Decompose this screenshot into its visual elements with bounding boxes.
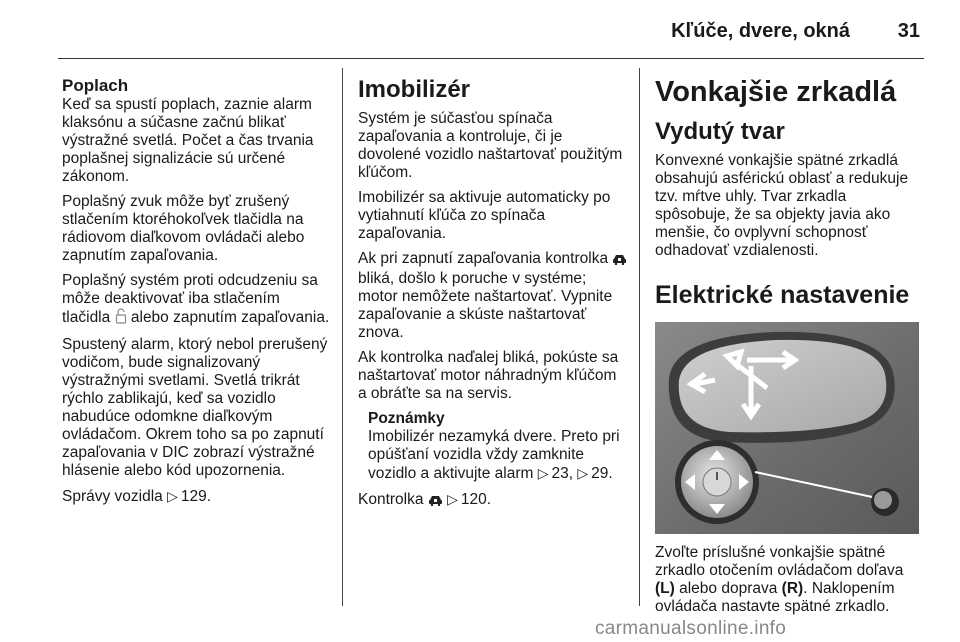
- immobiliser-heading: Imobilizér: [358, 76, 471, 103]
- alarm-paragraph-5: [62, 487, 330, 506]
- adjust-text-c: . Naklopením ovládača nastavte spätné zrkadlo.: [655, 580, 895, 615]
- watermark: carmanualsonline.info: [595, 618, 787, 639]
- immobiliser-note: [368, 410, 628, 483]
- column-divider-2: [639, 68, 640, 606]
- immobiliser-warning-icon: [612, 252, 627, 270]
- adjust-text-a: Zvoľte príslušné vonkajšie spätné zrkadlo otočením ovládačom doľava: [655, 544, 904, 579]
- page-reference-icon: ▷: [447, 491, 458, 507]
- note-text-a: Imobilizér nezamyká dvere. Preto pri opúšťaní vozidla vždy zamknite vozidlo a aktivujte alarm: [368, 428, 620, 482]
- page-number: 31: [897, 20, 920, 42]
- note-ref-1: 23,: [551, 465, 574, 482]
- electric-adjustment-heading: Elektrické nastavenie: [655, 281, 910, 309]
- warning-light-text: Kontrolka: [358, 491, 424, 508]
- immobiliser-paragraph-5: [358, 490, 628, 511]
- immobiliser-paragraph-1: Systém je súčasťou spínača zapaľovania a kontroluje, či je dovolené vozidlo naštartovať použitým kľúčom.: [358, 110, 623, 181]
- vehicle-messages-ref: 129.: [180, 488, 212, 505]
- immobiliser-paragraph-4: Ak kontrolka naďalej bliká, pokúste sa naštartovať motor náhradným kľúčom a obráťte sa na servis.: [358, 349, 619, 402]
- note-text: [368, 428, 628, 483]
- page-reference-icon: ▷: [577, 465, 589, 481]
- mirrors-heading: Vonkajšie zrkadlá: [655, 76, 897, 108]
- convex-shape-heading: Vydutý tvar: [655, 118, 785, 145]
- column-divider-1: [342, 68, 343, 606]
- alarm-heading: Poplach: [62, 76, 129, 95]
- running-header: Kľúče, dvere, okná: [671, 20, 850, 42]
- alarm-paragraph-3: [62, 272, 330, 329]
- page-reference-icon: ▷: [167, 488, 178, 504]
- immobiliser-paragraph-2: Imobilizér sa aktivuje automaticky po vytiahnutí kľúča zo spínača zapaľovania.: [358, 189, 611, 242]
- alarm-paragraph-4: Spustený alarm, ktorý nebol prerušený vodičom, bude signalizovaný výstražnými svetlami. Svetlá trikrát rýchlo zablikajú, keď sa vozidlo nabudúce odomkne diaľkovým ovládačom. Okrem toho sa po zapnutí zapaľovania v DIC zobrazí výstražné hlásenie alebo kód upozornenia.: [62, 336, 328, 479]
- mirror-control-illustration: [655, 322, 919, 534]
- electric-adjustment-paragraph: [655, 544, 925, 616]
- alarm-paragraph-3-text-a: Poplašný systém proti odcudzeniu sa môže deaktivovať iba stlačením tlačidla: [62, 272, 318, 326]
- page-reference-icon: ▷: [537, 465, 549, 481]
- left-label: (L): [655, 580, 675, 597]
- immobiliser-paragraph-3-text-b: bliká, došlo k poruche v systéme; motor nemôžete naštartovať. Vypnite zapaľovanie a skúste naštartovať znova.: [358, 270, 613, 341]
- header-rule: [58, 58, 924, 59]
- column-immobiliser: [358, 76, 628, 518]
- alarm-paragraph-3-text-b: alebo zapnutím zapaľovania.: [130, 309, 330, 326]
- immobiliser-paragraph-3: [358, 250, 628, 342]
- unlock-button-icon: [115, 308, 127, 329]
- adjust-text-b: alebo doprava: [679, 580, 778, 597]
- warning-light-ref: 120.: [460, 491, 492, 508]
- vehicle-messages-text: Správy vozidla: [62, 488, 163, 505]
- note-title: Poznámky: [368, 410, 445, 427]
- column-mirrors: [655, 76, 925, 623]
- immobiliser-paragraph-3-text-a: Ak pri zapnutí zapaľovania kontrolka: [358, 250, 609, 267]
- column-alarm: [62, 76, 330, 513]
- note-ref-2: 29.: [591, 465, 613, 482]
- immobiliser-warning-icon: [428, 493, 443, 511]
- alarm-paragraph-1: Keď sa spustí poplach, zaznie alarm klaksónu a súčasne začnú blikať výstražné svetlá. Počet a čas trvania poplašnej signalizácie sú určené zákonom.: [62, 96, 314, 185]
- convex-paragraph: Konvexné vonkajšie spätné zrkadlá obsahujú asférickú oblasť a redukuje tzv. mŕtve uhly. Tvar zrkadla spôsobuje, že sa objekty javia ako menšie, čo ovplyvní schopnosť odhadovať vzdialenosti.: [655, 152, 909, 259]
- right-label: (R): [781, 580, 804, 597]
- alarm-paragraph-2: Poplašný zvuk môže byť zrušený stlačením ktoréhokoľvek tlačidla na rádiovom diaľkovom ovládači alebo zapnutím zapaľovania.: [62, 193, 305, 264]
